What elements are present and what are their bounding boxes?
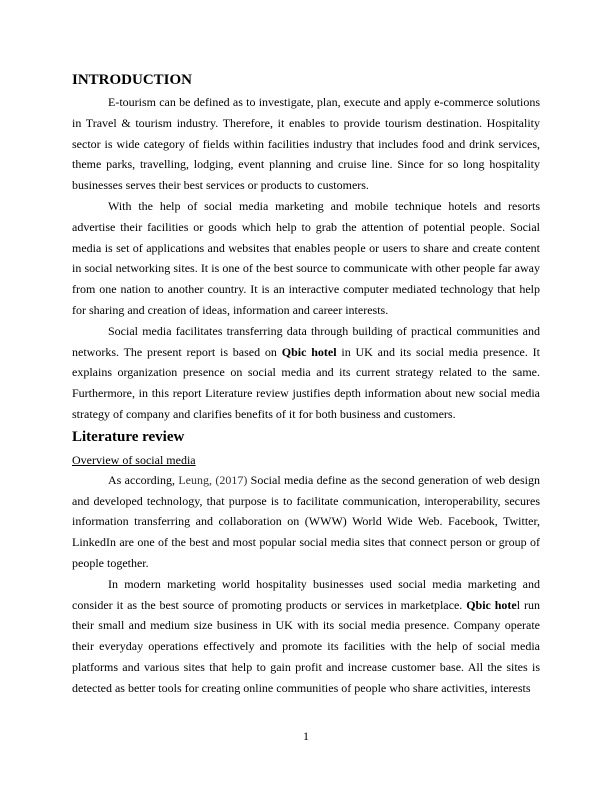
literature-review-heading: Literature review bbox=[72, 428, 185, 445]
intro-paragraph-1 bbox=[72, 92, 540, 196]
literature-paragraph-2-text-a: In modern marketing world hospitality businesses used social media marketing and consider it as the best source of promoting products or services in marketplace. bbox=[72, 576, 540, 612]
literature-paragraph-2-text-b: l run their small and medium size business in UK with its social media presence. Company operate their everyday operations effectively and promote its facilities with the help of social media platforms and various sites that help to gain profit and increase customer base. All the sites is detected as better tools for creating online communities of people who share activities, interests bbox=[72, 597, 540, 695]
intro-paragraph-3 bbox=[72, 321, 540, 425]
company-name-bold: Qbic hote bbox=[466, 597, 517, 612]
introduction-heading: INTRODUCTION bbox=[72, 72, 193, 88]
literature-paragraph-1-text-a: As according, bbox=[108, 472, 179, 487]
page-number: 1 bbox=[303, 729, 309, 743]
intro-paragraph-2-text: With the help of social media marketing and mobile technique hotels and resorts advertise their facilities or goods which help to grab the attention of potential people. Social media is set of applications and websites that enables people or users to share and create content in social networking sites. It is one of the best source to communicate with other people far away from one nation to another country. It is an interactive computer mediated technology that help for sharing and creation of ideas, information and career interests. bbox=[72, 198, 540, 317]
intro-paragraph-3-text-a: Social media facilitates transferring data through building of practical communities and networks. The present report is based on bbox=[72, 323, 540, 359]
page-content bbox=[72, 71, 540, 699]
intro-paragraph-2 bbox=[72, 196, 540, 321]
intro-paragraph-3-text-b: in UK and its social media presence. It explains organization presence on social media and its current strategy related to the same. Furthermore, in this report Literature review justifies depth information about new social media strategy of company and clarifies benefits of it for both business and customers. bbox=[72, 344, 540, 421]
intro-paragraph-1-text: E-tourism can be defined as to investigate, plan, execute and apply e-commerce solutions in Travel & tourism industry. Therefore, it enables to provide tourism destination. Hospitality sector is wide category of fields within facilities industry that includes food and drink services, theme parks, travelling, lodging, event planning and cruise line. Since for so long hospitality businesses serves their best services or products to customers. bbox=[72, 95, 540, 193]
company-name-bold: Qbic hotel bbox=[281, 344, 337, 359]
overview-subheading: Overview of social media bbox=[72, 452, 196, 467]
literature-paragraph-1 bbox=[72, 470, 540, 574]
literature-paragraph-1-text-b: Social media define as the second generation of web design and developed technology, that purpose is to facilitate communication, interoperability, secures information transferring and collaboration on (WWW) World Wide Web. Facebook, Twitter, LinkedIn are one of the best and most popular social media sites that connect person or group of people together. bbox=[72, 472, 540, 570]
citation-reference: Leung, (2017) bbox=[178, 472, 248, 487]
literature-paragraph-2 bbox=[72, 574, 540, 699]
